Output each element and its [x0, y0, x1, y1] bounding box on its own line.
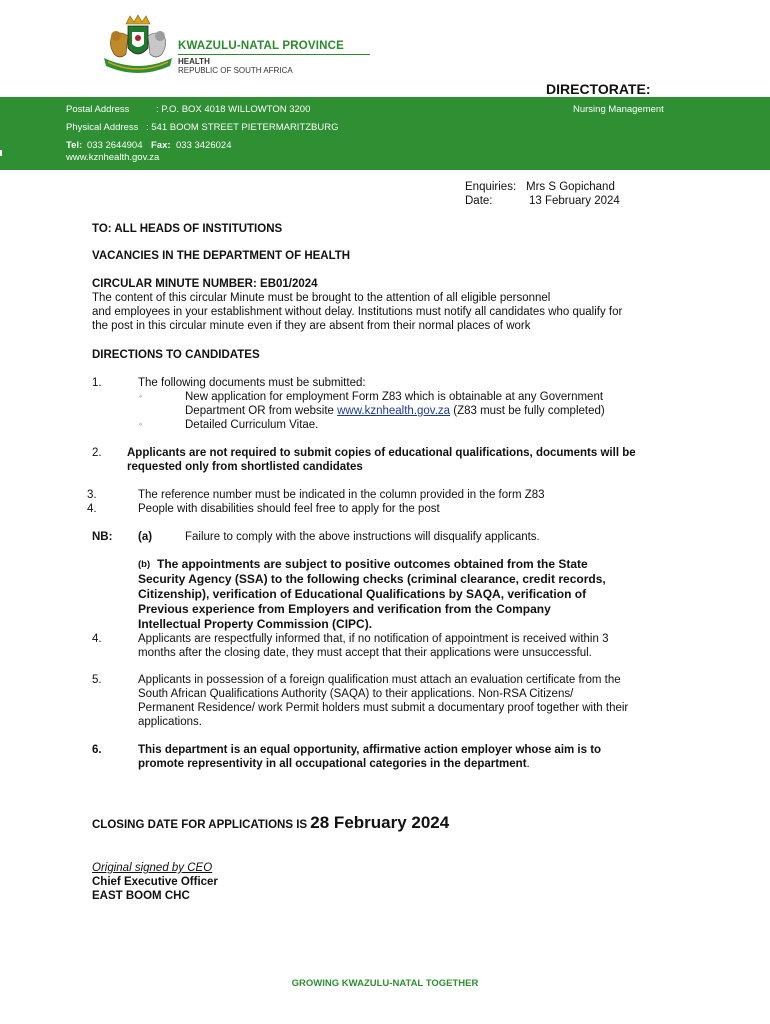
tel-label: Tel:: [66, 140, 83, 151]
org-country: REPUBLIC OF SOUTH AFRICA: [178, 66, 293, 75]
nb-b-text: Security Agency (SSA) to the following checks (criminal clearance, credit records,: [138, 572, 606, 586]
bullet-text: New application for employment Form Z83 which is obtainable at any Government: [185, 391, 604, 403]
item-text: applications.: [138, 716, 202, 728]
vacancies-heading: VACANCIES IN THE DEPARTMENT OF HEALTH: [92, 250, 351, 262]
item-number: 4.: [87, 503, 97, 515]
intro-line: and employees in your establishment without delay. Institutions must notify all candidates who qualify for: [92, 306, 623, 318]
signer-title: Chief Executive Officer: [92, 876, 218, 888]
tel-value: 033 2644904: [87, 140, 143, 151]
item-text: People with disabilities should feel free to apply for the post: [138, 503, 440, 515]
item-text: Applicants in possession of a foreign qualification must attach an evaluation certificate from the: [138, 674, 621, 686]
signer-org: EAST BOOM CHC: [92, 890, 190, 902]
item-number: 4.: [92, 633, 102, 645]
item-text: The reference number must be indicated in the column provided in the form Z83: [138, 489, 545, 501]
nb-b-label: (b): [138, 559, 151, 570]
item-text: Applicants are not required to submit copies of educational qualifications, documents will be: [127, 447, 636, 459]
bullet-text-part: Department OR from website: [185, 405, 338, 417]
postal-value: : P.O. BOX 4018 WILLOWTON 3200: [156, 104, 311, 115]
fax-label: Fax:: [151, 140, 171, 151]
nb-b-text: Citizenship), verification of Educational Qualifications by SAQA, verification of: [138, 587, 587, 601]
enquiries-label: Enquiries:: [465, 181, 517, 193]
closing-date-line: [92, 813, 449, 833]
intro-line: the post in this circular minute even if they are absent from their normal places of work: [92, 320, 531, 332]
directions-heading: DIRECTIONS TO CANDIDATES: [92, 349, 260, 361]
circular-value: : EB01/2024: [253, 278, 318, 290]
item-text: Applicants are respectfully informed that, if no notification of appointment is received within 3: [138, 633, 609, 645]
signed-note: Original signed by CEO: [92, 862, 213, 874]
org-divider: [178, 54, 370, 55]
website-text: www.kznhealth.gov.za: [66, 152, 160, 163]
item-text: months after the closing date, they must accept that their applications were unsuccessful.: [138, 647, 592, 659]
bullet-text-part: (Z83 must be fully completed): [450, 405, 605, 417]
band-marker: [0, 150, 2, 156]
circular-label: CIRCULAR MINUTE NUMBER: [92, 278, 253, 290]
bullet-text: [185, 404, 605, 418]
bullet-icon: ◦: [139, 391, 143, 401]
bullet-icon: ◦: [139, 419, 143, 429]
fax-value: 033 3426024: [176, 140, 232, 151]
item-number: 1.: [92, 377, 102, 389]
item-text: This department is an equal opportunity, affirmative action employer whose aim is to: [138, 744, 602, 756]
addressee-heading: TO: ALL HEADS OF INSTITUTIONS: [92, 223, 283, 235]
nb-a-label: (a): [138, 531, 153, 543]
nb-b-text: Previous experience from Employers and verification from the Company: [138, 602, 551, 616]
physical-value: : 541 BOOM STREET PIETERMARITZBURG: [146, 122, 339, 133]
item-number: 2.: [92, 447, 102, 459]
item-text: Permanent Residence/ work Permit holders must submit a documentary proof together with their: [138, 702, 629, 714]
physical-label: Physical Address: [66, 122, 139, 133]
website-link[interactable]: www.kznhealth.gov.za: [337, 405, 451, 417]
item-text: [138, 757, 530, 771]
item-text: South African Qualifications Authority (SAQA) to their applications. Non-RSA Citizens/: [138, 688, 574, 700]
bullet-text: Detailed Curriculum Vitae.: [185, 419, 319, 431]
closing-date: 28 February 2024: [310, 813, 450, 832]
date-label: Date:: [465, 195, 493, 207]
enquiries-value: Mrs S Gopichand: [526, 181, 615, 193]
nb-b-text: The appointments are subject to positive outcomes obtained from the State: [157, 557, 588, 571]
footer-slogan: GROWING KWAZULU-NATAL TOGETHER: [291, 978, 479, 989]
intro-line: The content of this circular Minute must be brought to the attention of all eligible personnel: [92, 292, 551, 304]
org-department: HEALTH: [178, 57, 210, 66]
item-number: 6.: [92, 744, 102, 756]
item-text-part: promote representivity in all occupational categories in the department: [138, 758, 527, 770]
directorate-name: Nursing Management: [573, 104, 664, 115]
item-text: requested only from shortlisted candidates: [127, 461, 363, 473]
address-band: [0, 97, 770, 170]
coat-of-arms-logo: [98, 14, 178, 80]
circular-number: [92, 277, 318, 291]
org-name: KWAZULU-NATAL PROVINCE: [178, 40, 345, 52]
nb-b-text: Intellectual Property Commission (CIPC).: [138, 617, 373, 631]
nb-label: NB:: [92, 531, 113, 543]
closing-label: CLOSING DATE FOR APPLICATIONS IS: [92, 819, 311, 831]
directorate-heading: DIRECTORATE:: [546, 81, 651, 97]
item-text: The following documents must be submitted:: [138, 377, 366, 389]
nb-a-text: Failure to comply with the above instructions will disqualify applicants.: [185, 531, 540, 543]
date-value: 13 February 2024: [529, 195, 620, 207]
item-number: 3.: [87, 489, 97, 501]
postal-label: Postal Address: [66, 104, 130, 115]
item-text-period: .: [526, 758, 530, 770]
item-number: 5.: [92, 674, 102, 686]
